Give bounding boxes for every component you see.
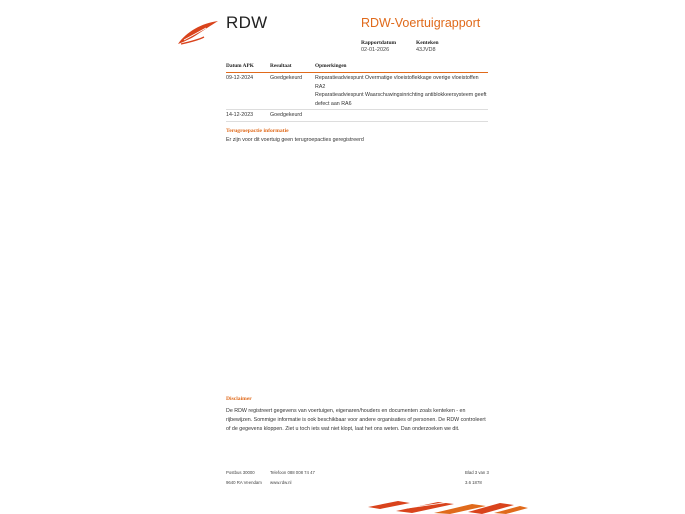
apk-table-header [226, 63, 488, 73]
disclaimer-heading: Disclaimer [226, 396, 252, 402]
footer-website[interactable]: www.rdw.nl [270, 480, 292, 485]
apk-table [226, 63, 488, 122]
footer-contact [270, 468, 315, 488]
apk-date: 14-12-2023 [226, 112, 254, 118]
recall-text: Er zijn voor dit voertuig geen terugroepacties geregistreerd [226, 137, 364, 143]
plate-label: Kenteken [416, 40, 439, 46]
footer-address [226, 468, 262, 488]
footer-address-line: 9640 RA Veendam [226, 480, 262, 485]
report-date-block [361, 40, 396, 54]
plate-value: 43JVD8 [416, 47, 436, 53]
apk-remarks [315, 111, 488, 120]
recall-heading: Terugroepactie informatie [226, 128, 289, 134]
remark-item: Reparatieadviespunt Waarschuwingsinrichting antiblokkeersysteem geeft defect aan RA6 [315, 92, 487, 107]
report-date-label: Rapportdatum [361, 40, 397, 46]
footer-page-info [465, 468, 489, 488]
footer-code: 3.6 1878 [465, 480, 482, 485]
footer-address-line: Postbus 30000 [226, 470, 255, 475]
column-header-date: Datum APK [226, 63, 254, 69]
document-title: RDW-Voertuigrapport [361, 16, 481, 30]
table-row [226, 110, 488, 122]
apk-result: Goedgekeurd [270, 112, 303, 118]
table-row [226, 73, 488, 110]
report-date-value: 02-01-2026 [361, 47, 390, 53]
remark-item: Reparatieadviespunt Overmatige vloeistoflekkage overige vloeistoffen RA2 [315, 75, 479, 90]
plate-block [416, 40, 439, 54]
column-header-result: Resultaat [270, 63, 292, 69]
rdw-logo-icon [176, 20, 220, 46]
disclaimer-text: De RDW registreert gegevens van voertuigen, eigenaren/houders en documenten zoals kenteken - en rijbewijzen. Sommige informatie is ook beschikbaar voor andere organisaties of personen. De RDW controleert of de gegevens kloppen. Ziet u toch iets wat niet klopt, laat het ons weten. Dan onderzoeken we dit. [226, 408, 486, 432]
footer-phone: Telefoon 088 008 74 47 [270, 470, 315, 475]
column-header-remarks: Opmerkingen [315, 63, 347, 69]
apk-date: 09-12-2024 [226, 75, 254, 81]
apk-result: Goedgekeurd [270, 75, 303, 81]
apk-remarks [315, 74, 488, 108]
decorative-swoosh-icon [368, 497, 528, 514]
footer-page-number: Blad 3 van 3 [465, 470, 489, 475]
logo-text: RDW [226, 13, 268, 32]
